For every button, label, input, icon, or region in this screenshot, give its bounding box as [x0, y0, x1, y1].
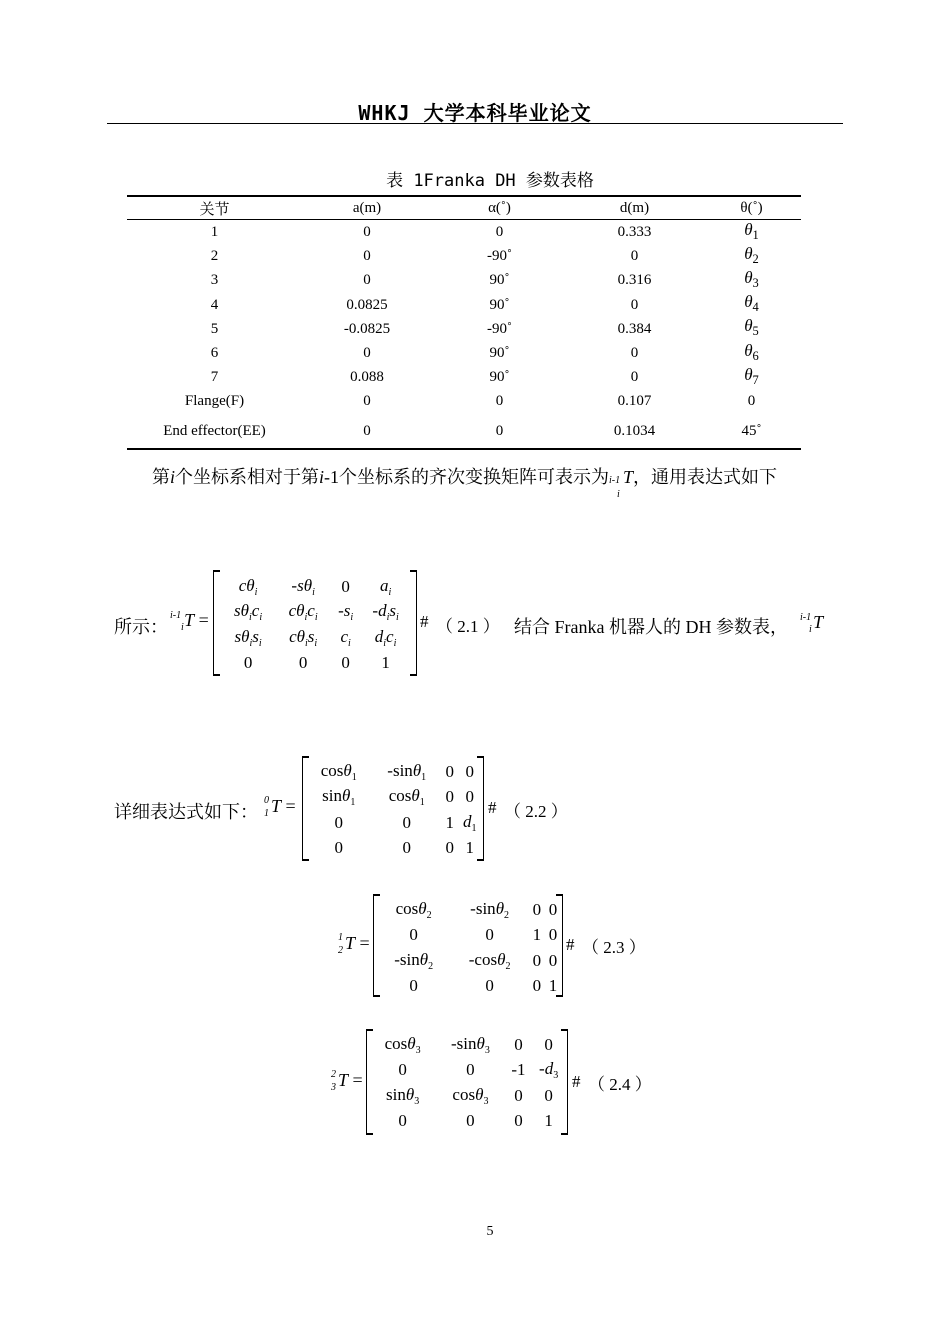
table-cell-d: 0.384 [617, 320, 652, 337]
theta-symbol: θ [744, 316, 753, 336]
theta-subscript: 5 [752, 324, 759, 339]
table-cell-a: 0 [363, 272, 371, 289]
subscript: i [617, 489, 620, 500]
matrix-row [306, 836, 482, 862]
matrix-cell: 0 [445, 838, 454, 858]
matrix-cell: 0 [398, 1060, 407, 1080]
table-cell-d: 0.333 [617, 224, 652, 241]
matrix-row [221, 600, 411, 626]
header-rule [107, 123, 843, 124]
matrix-row [370, 1083, 566, 1109]
table-cell-alpha: -90˚ [487, 320, 512, 337]
matrix-cell: 0 [485, 925, 494, 945]
theta-symbol: θ [744, 267, 753, 287]
inline-T-ref: $^{i-1}$ i T [800, 612, 824, 635]
table-cell-d: 0.1034 [567, 414, 702, 449]
subscript: 3 [331, 1082, 336, 1093]
table-row [127, 244, 801, 268]
table-cell-a: 0.0825 [346, 296, 388, 313]
table-cell-a: 0.088 [350, 369, 384, 386]
matrix-2-2 [302, 756, 484, 861]
matrix-cell: $d_1$ [462, 811, 477, 834]
matrix-cell: -1 [511, 1060, 526, 1080]
matrix-row [377, 948, 561, 974]
paragraph-line-1 [152, 463, 778, 500]
dh-parameter-table [127, 195, 801, 450]
matrix-cell: -sinθ$_1$ [387, 760, 427, 783]
theta-symbol: θ [744, 364, 753, 384]
matrix-cell: 0 [514, 1111, 523, 1131]
matrix-row [306, 810, 482, 836]
matrix-cell: 0 [298, 653, 308, 673]
eq23-lhs: $^1$ 2 T = [338, 932, 370, 956]
matrix-cell: 0 [532, 976, 542, 996]
table-row [127, 317, 801, 341]
theta-subscript: 2 [752, 251, 759, 266]
matrix-row [306, 759, 482, 785]
hash-marker: # [572, 1072, 581, 1091]
matrix-cell: 0 [465, 761, 474, 781]
page-header-title: WHKJ 大学本科毕业论文 [358, 101, 592, 125]
matrix-cell: $-d_3$ [539, 1059, 559, 1082]
table-row [127, 389, 801, 413]
column-header: d(m) [567, 196, 702, 220]
table-cell-a: 0 [363, 248, 371, 265]
table-cell-d: 0 [630, 345, 639, 362]
para-var: T [623, 467, 634, 487]
matrix-cell: 0 [341, 576, 350, 596]
matrix-row [377, 897, 561, 923]
theta-subscript: 7 [752, 372, 759, 387]
para-text: 第 [152, 467, 170, 487]
detail-label: 详细表达式如下： [114, 802, 258, 822]
table-cell-alpha: 90˚ [489, 345, 510, 362]
matrix-cell: 0 [465, 787, 474, 807]
matrix-cell: 1 [548, 976, 558, 996]
theta-subscript: 6 [752, 348, 759, 363]
para-text: 个坐标系相对于第 [175, 467, 320, 487]
subscript: 2 [338, 945, 343, 956]
superscript: 0 [264, 795, 269, 806]
matrix-cell: 1 [445, 812, 454, 832]
superscript: i-1 [170, 610, 182, 621]
hash-marker: # [488, 798, 497, 817]
matrix-row [377, 923, 561, 949]
matrix-cell: $a_i$ [379, 575, 392, 598]
matrix-cell: 1 [532, 925, 542, 945]
table-cell-theta [702, 268, 801, 292]
matrix-cell: sinθ$_3$ [386, 1084, 420, 1107]
superscript: 1 [338, 932, 343, 943]
matrix-row [370, 1058, 566, 1084]
matrix-cell: 0 [544, 1085, 553, 1105]
page-number: 5 [486, 1224, 494, 1239]
matrix-row [221, 574, 411, 600]
matrix-cell: -sinθ$_2$ [470, 898, 510, 921]
matrix-cell: $c\theta_ic_i$ [288, 601, 318, 624]
matrix-cell: 0 [514, 1034, 523, 1054]
matrix-2-1 [213, 570, 417, 676]
matrix-row [370, 1109, 566, 1135]
table-cell-a: 0 [302, 414, 432, 449]
table-cell-joint: 2 [210, 248, 219, 265]
matrix-cell: $s\theta_is_i$ [234, 626, 262, 649]
table-cell-theta [702, 220, 801, 245]
subscript: i [809, 624, 812, 635]
matrix-cell: $d_ic_i$ [374, 626, 397, 649]
matrix-cell: $-s_i$ [338, 601, 354, 624]
column-header: a(m) [302, 196, 432, 220]
table-header-row [127, 196, 801, 220]
table-cell-theta: 45˚ [702, 414, 801, 449]
matrix-cell: 1 [544, 1111, 553, 1131]
table-cell-a: 0 [363, 393, 371, 410]
table-cell-d: 0.107 [617, 393, 652, 410]
matrix-cell: 1 [381, 653, 390, 673]
para-var: i [319, 467, 325, 487]
para-text: ，通用表达式如下 [633, 467, 778, 487]
table-cell-alpha: 0 [495, 393, 504, 410]
matrix-row [221, 651, 411, 677]
table-cell-d: 0 [630, 296, 639, 313]
table-cell-joint: 6 [210, 345, 219, 362]
table-cell-alpha: -90˚ [487, 248, 512, 265]
matrix-row [306, 785, 482, 811]
table-cell-theta [702, 365, 801, 389]
superscript: i-1 [609, 475, 621, 486]
table-cell-d: 0 [630, 248, 639, 265]
matrix-cell: 1 [465, 838, 474, 858]
matrix-cell: $-d_is_i$ [372, 601, 399, 624]
table-row [127, 341, 801, 365]
matrix-cell: 0 [532, 950, 542, 970]
superscript: i-1 [800, 612, 812, 623]
matrix-cell: 0 [341, 653, 350, 673]
matrix-cell: 0 [334, 812, 343, 832]
combine-text: 结合 Franka 机器人的 DH 参数表， [514, 617, 788, 637]
table-cell-a: 0 [363, 345, 371, 362]
table-row [127, 414, 801, 449]
table-cell-d: 0 [630, 369, 639, 386]
matrix-cell: $c\theta_is_i$ [289, 626, 318, 649]
matrix-cell: 0 [466, 1111, 475, 1131]
eq22-lhs: $^0$ 1 T = [264, 795, 296, 819]
table-row [127, 220, 801, 245]
theta-subscript: 4 [752, 300, 759, 315]
matrix-cell: $c_i$ [340, 626, 351, 649]
table-cell-theta: 0 [747, 393, 756, 410]
table-cell-alpha: 0 [495, 224, 504, 241]
matrix-row [370, 1032, 566, 1058]
column-header: α(˚) [432, 196, 567, 220]
matrix-cell: 0 [334, 838, 343, 858]
matrix-cell: cosθ$_1$ [320, 760, 357, 783]
equation-number-2-2: （ 2.2 ） [504, 802, 568, 821]
theta-symbol: θ [744, 219, 753, 239]
matrix-cell: 0 [485, 976, 494, 996]
matrix-cell: -sinθ$_3$ [450, 1033, 490, 1056]
matrix-cell: 0 [398, 1111, 407, 1131]
subscript: i [181, 622, 184, 633]
table-row [127, 365, 801, 389]
matrix-cell: 0 [445, 787, 454, 807]
matrix-cell: 0 [532, 899, 542, 919]
matrix-cell: 0 [409, 976, 418, 996]
matrix-cell: cosθ$_2$ [395, 898, 432, 921]
matrix-row [377, 974, 561, 1000]
table-cell-joint: 3 [210, 272, 219, 289]
equation-number-2-3: （ 2.3 ） [582, 938, 646, 957]
hash-marker: # [566, 935, 575, 954]
table-cell-alpha: 90˚ [489, 272, 510, 289]
matrix-cell: 0 [402, 838, 411, 858]
matrix-cell: $s\theta_ic_i$ [234, 601, 263, 624]
matrix-2-3 [373, 894, 563, 997]
theta-subscript: 3 [752, 275, 759, 290]
table-cell-joint: End effector(EE) [127, 414, 302, 449]
para-text: -1个坐标系的齐次变换矩阵可表示为 [324, 467, 610, 487]
theta-subscript: 1 [752, 227, 759, 242]
suoshi-label: 所示： [114, 617, 168, 637]
table-cell-joint: 4 [210, 296, 219, 313]
table-caption: 表 1Franka DH 参数表格 [386, 171, 594, 191]
table-cell-a: 0 [363, 224, 371, 241]
matrix-cell: 0 [548, 899, 558, 919]
matrix-cell: -sinθ$_2$ [394, 949, 434, 972]
theta-symbol: θ [744, 340, 753, 360]
eq24-lhs: $^2$ 3 T = [331, 1069, 363, 1093]
column-header: 关节 [127, 196, 302, 220]
matrix-cell: 0 [466, 1060, 475, 1080]
table-cell-joint: Flange(F) [184, 393, 245, 410]
matrix-cell: 0 [409, 925, 418, 945]
matrix-row [221, 625, 411, 651]
matrix-cell: 0 [514, 1085, 523, 1105]
table-cell-joint: 1 [210, 224, 219, 241]
table-cell-d: 0.316 [617, 272, 652, 289]
matrix-cell: sinθ$_1$ [322, 786, 356, 809]
matrix-cell: 0 [544, 1034, 553, 1054]
matrix-cell: 0 [548, 925, 558, 945]
matrix-cell: 0 [548, 950, 558, 970]
table-cell-theta [702, 293, 801, 317]
matrix-cell: cosθ$_3$ [452, 1084, 489, 1107]
matrix-cell: $c\theta_i$ [238, 575, 258, 598]
matrix-cell: cosθ$_1$ [388, 786, 425, 809]
matrix-cell: 0 [243, 653, 253, 673]
matrix-2-4 [366, 1029, 568, 1135]
matrix-cell: 0 [402, 812, 411, 832]
para-var: i [170, 467, 176, 487]
equation-number-2-4: （ 2.4 ） [588, 1075, 652, 1094]
eq21-lhs: $^{i-1}$ i T = [170, 610, 209, 633]
table-row [127, 268, 801, 292]
table-cell-theta [702, 317, 801, 341]
table-cell-theta [702, 244, 801, 268]
table-cell-joint: 5 [210, 320, 219, 337]
hash-marker: # [420, 612, 429, 631]
left-bracket [213, 570, 220, 676]
theta-symbol: θ [744, 243, 753, 263]
table-row [127, 293, 801, 317]
superscript: 2 [331, 1069, 336, 1080]
table-cell-a: -0.0825 [343, 320, 391, 337]
table-cell-theta [702, 341, 801, 365]
matrix-cell: -cosθ$_2$ [468, 949, 511, 972]
table-cell-alpha: 0 [432, 414, 567, 449]
matrix-cell: 0 [445, 761, 454, 781]
theta-symbol: θ [744, 292, 753, 312]
subscript: 1 [264, 808, 269, 819]
matrix-cell: cosθ$_3$ [384, 1033, 421, 1056]
table-cell-joint: 7 [210, 369, 219, 386]
column-header: θ(˚) [702, 196, 801, 220]
table-cell-alpha: 90˚ [489, 296, 510, 313]
matrix-cell: $-s\theta_i$ [291, 575, 315, 598]
table-cell-alpha: 90˚ [489, 369, 510, 386]
right-bracket [410, 570, 417, 676]
equation-number-2-1: （ 2.1 ） [436, 617, 500, 636]
